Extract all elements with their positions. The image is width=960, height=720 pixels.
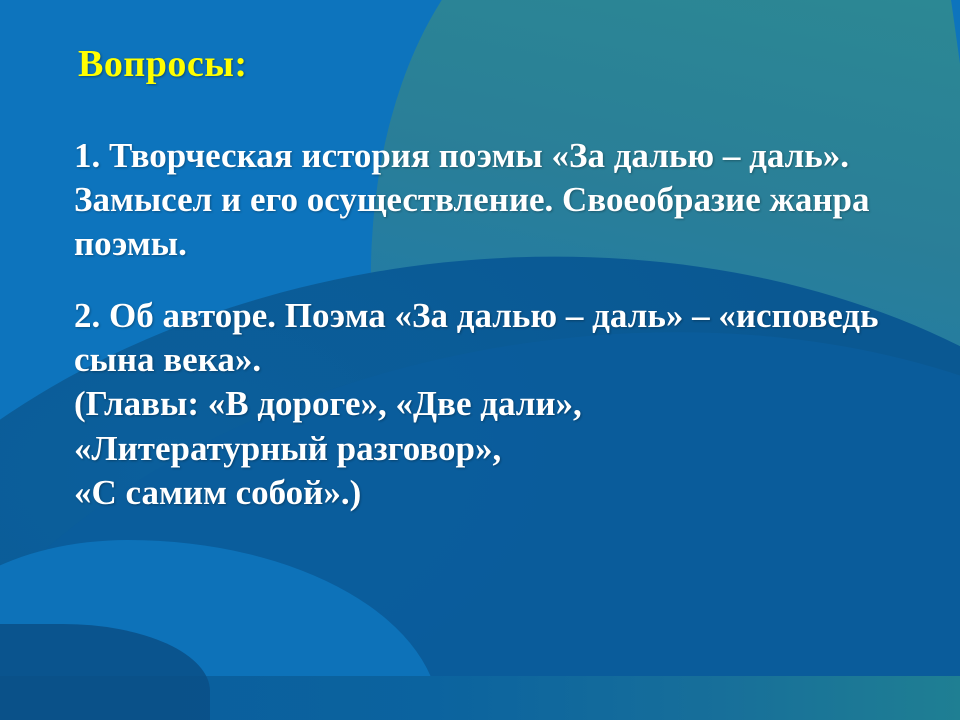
- question-item-2-chapters-line-1: (Главы: «В дороге», «Две дали»,: [74, 384, 582, 424]
- question-item-1: 1. Творческая история поэмы «За далью – даль». Замысел и его осуществление. Своеобразие жанра поэмы.: [74, 136, 870, 264]
- slide-body: [74, 134, 904, 515]
- slide-title: Вопросы:: [78, 43, 248, 85]
- question-item-2: 2. Об авторе. Поэма «За далью – даль» – «исповедь сына века».: [74, 296, 879, 380]
- question-item-2-chapters-line-2: «Литературный разговор»,: [74, 428, 502, 468]
- question-item-2-chapters-line-3: «С самим собой».): [74, 472, 362, 512]
